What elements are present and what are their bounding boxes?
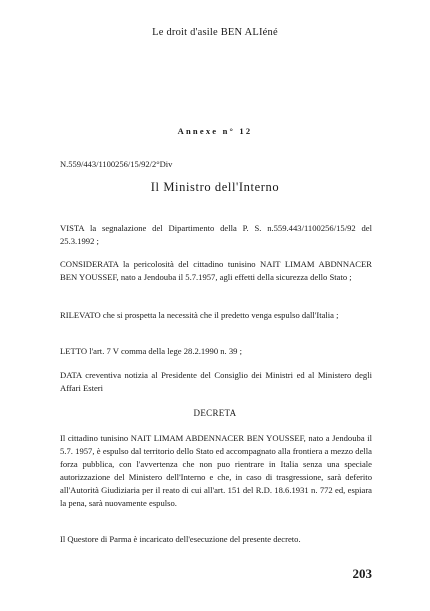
paragraph-rilevato: RILEVATO che si prospetta la necessità che il predetto venga espulso dall'Italia ; bbox=[60, 310, 339, 320]
paragraph-letto: LETTO l'art. 7 V comma della lege 28.2.1990 n. 39 ; bbox=[60, 346, 242, 356]
decree-paragraph: Il cittadino tunisino NAIT LIMAM ABDENNACER BEN YOUSSEF, nato a Jendouba il 5.7. 1957, è espulso dal territorio dello Stato ed accompagnato alla frontiera a mezzo della forza pubblica, con l'avvertenza che non puo rientrare in Italia senza una speciale autorizzazione del Ministero dell'Interno e che, in caso di trasgressione, sarà deferito all'Autorità Giudiziaria per il reato di cui all'art. 151 del R.D. 18.6.1931 n. 772 ed, espiara la pena, sarà nuovamente espulso. bbox=[60, 433, 372, 508]
annex-label: Annexe n° 12 bbox=[177, 126, 253, 136]
paragraph-vista: VISTA la segnalazione del Dipartimento della P. S. n.559.443/1100256/15/92 del 25.3.1992 ; bbox=[60, 223, 372, 246]
paragraph-considerata: CONSIDERATA la pericolosità del cittadino tunisino NAIT LIMAM ABDNNACER BEN YOUSSEF, nato a Jendouba il 5.7.1957, agli effetti della sicurezza dello Stato ; bbox=[60, 259, 372, 282]
closing-paragraph: Il Questore di Parma è incaricato dell'esecuzione del presente decreto. bbox=[60, 534, 301, 544]
decreta-heading: DECRETA bbox=[193, 408, 237, 418]
document-title: Il Ministro dell'Interno bbox=[150, 180, 280, 194]
page-number: 203 bbox=[352, 566, 372, 581]
paragraph-data: DATA creventiva notizia al Presidente del Consiglio dei Ministri ed al Ministero degli Affari Esteri bbox=[60, 370, 372, 393]
running-header: Le droit d'asile BEN ALIéné bbox=[152, 27, 278, 38]
protocol-number: N.559/443/1100256/15/92/2°Div bbox=[60, 159, 173, 169]
